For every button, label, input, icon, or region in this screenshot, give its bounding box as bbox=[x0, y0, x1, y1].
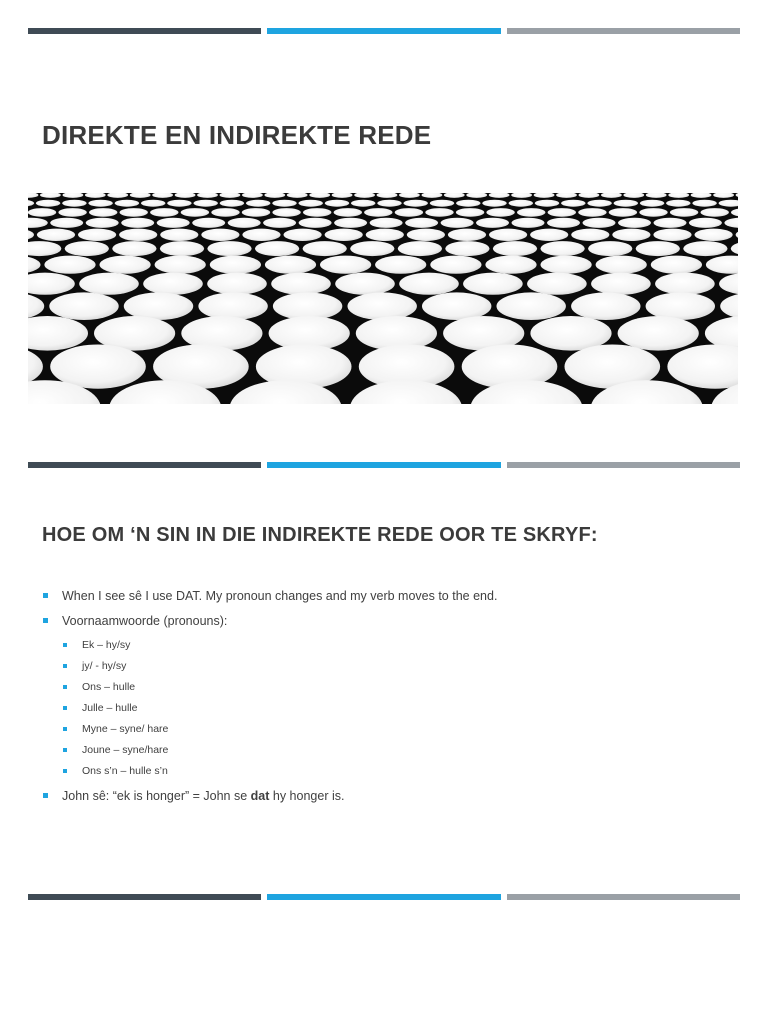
disc-shape bbox=[636, 241, 680, 256]
sub-bullet-item bbox=[62, 765, 722, 778]
sub-bullet-text: Myne – syne/ hare bbox=[82, 723, 169, 735]
disc-shape bbox=[348, 292, 417, 320]
disc-shape bbox=[272, 200, 296, 207]
disc-shape bbox=[398, 241, 442, 256]
disc-shape bbox=[88, 200, 112, 207]
rule-segment-gray bbox=[507, 462, 740, 468]
disc-shape bbox=[448, 229, 486, 241]
disc-shape bbox=[160, 229, 198, 241]
disc-shape bbox=[689, 218, 722, 228]
disc-shape bbox=[489, 229, 527, 241]
disc-shape bbox=[493, 241, 537, 256]
bullet-square-icon bbox=[63, 643, 67, 647]
disc-shape bbox=[124, 292, 193, 320]
disc-shape bbox=[263, 218, 296, 228]
disc-shape bbox=[181, 208, 209, 217]
disc-shape bbox=[255, 241, 299, 256]
hero-image bbox=[28, 193, 738, 404]
disc-shape bbox=[299, 218, 332, 228]
disc-shape bbox=[441, 218, 474, 228]
slide-title: DIREKTE EN INDIREKTE REDE bbox=[42, 120, 432, 150]
rule-segment-gray bbox=[507, 28, 740, 34]
rule-segment-blue bbox=[267, 462, 500, 468]
disc-shape bbox=[100, 256, 151, 274]
disc-shape bbox=[157, 218, 190, 228]
disc-shape bbox=[65, 241, 109, 256]
sub-bullet-text: Ons – hulle bbox=[82, 681, 136, 693]
disc-shape bbox=[375, 256, 426, 274]
disc-shape bbox=[210, 256, 261, 274]
disc-shape bbox=[618, 316, 699, 351]
bullet-text: Voornaamwoorde (pronouns): bbox=[62, 614, 228, 628]
disc-shape bbox=[120, 208, 148, 217]
disc-shape bbox=[509, 200, 533, 207]
disc-shape bbox=[242, 229, 280, 241]
bullet-square-icon bbox=[63, 664, 67, 668]
disc-shape bbox=[366, 229, 404, 241]
disc-shape bbox=[456, 200, 480, 207]
disc-shape bbox=[246, 200, 270, 207]
bullet-text-emphasis: dat bbox=[250, 789, 270, 803]
rule-segment-gray bbox=[507, 894, 740, 900]
bullet-text: When I see sê I use DAT. My pronoun changes and my verb moves to the end. bbox=[62, 589, 498, 603]
disc-shape bbox=[692, 200, 716, 207]
disc-shape bbox=[265, 256, 316, 274]
disc-shape bbox=[609, 208, 637, 217]
disc-shape bbox=[370, 218, 403, 228]
disc-shape bbox=[666, 200, 690, 207]
disc-shape bbox=[44, 256, 95, 274]
disc-shape bbox=[547, 218, 580, 228]
disc-shape bbox=[654, 218, 687, 228]
disc-shape bbox=[405, 218, 438, 228]
disc-shape bbox=[404, 200, 428, 207]
disc-shape bbox=[583, 218, 616, 228]
rule-segment-blue bbox=[267, 894, 500, 900]
sub-bullet-item bbox=[62, 681, 722, 694]
bullet-square-icon bbox=[63, 685, 67, 689]
bullet-square-icon bbox=[63, 727, 67, 731]
disc-shape bbox=[422, 292, 491, 320]
disc-shape bbox=[456, 208, 484, 217]
sub-bullet-text: jy/ - hy/sy bbox=[82, 660, 127, 672]
bullet-square-icon bbox=[63, 748, 67, 752]
disc-shape bbox=[192, 218, 225, 228]
disc-shape bbox=[445, 241, 489, 256]
disc-shape bbox=[78, 229, 116, 241]
disc-shape bbox=[541, 241, 585, 256]
disc-shape bbox=[561, 200, 585, 207]
disc-shape bbox=[207, 273, 267, 295]
disc-shape bbox=[194, 200, 218, 207]
disc-shape bbox=[325, 200, 349, 207]
disc-shape bbox=[541, 256, 592, 274]
disc-shape bbox=[695, 229, 733, 241]
disc-shape bbox=[112, 241, 156, 256]
disc-shape bbox=[121, 218, 154, 228]
disc-shape bbox=[578, 208, 606, 217]
disc-shape bbox=[463, 273, 523, 295]
disc-shape bbox=[535, 200, 559, 207]
sub-bullet-text: Ek – hy/sy bbox=[82, 639, 131, 651]
disc-shape bbox=[430, 256, 481, 274]
bullet-item bbox=[42, 613, 722, 629]
section-title: HOE OM ‘N SIN IN DIE INDIREKTE REDE OOR TE SKRYF: bbox=[42, 524, 598, 546]
disc-shape bbox=[618, 218, 651, 228]
disc-shape bbox=[655, 273, 715, 295]
disc-shape bbox=[596, 256, 647, 274]
rule-segment-blue bbox=[267, 28, 500, 34]
disc-shape bbox=[28, 208, 56, 217]
disc-shape bbox=[591, 273, 651, 295]
disc-shape bbox=[150, 208, 178, 217]
disc-shape bbox=[351, 200, 375, 207]
disc-shape bbox=[614, 200, 638, 207]
disc-shape bbox=[86, 218, 119, 228]
section-divider-rule bbox=[28, 462, 740, 468]
disc-shape bbox=[320, 256, 371, 274]
sub-bullet-text: Julle – hulle bbox=[82, 702, 138, 714]
sub-bullet-item bbox=[62, 639, 722, 652]
disc-shape bbox=[639, 208, 667, 217]
disc-shape bbox=[207, 241, 251, 256]
disc-shape bbox=[141, 200, 165, 207]
disc-shape bbox=[571, 292, 640, 320]
sub-bullet-item bbox=[62, 702, 722, 715]
disc-shape bbox=[155, 256, 206, 274]
bullet-square-icon bbox=[63, 769, 67, 773]
disc-shape bbox=[512, 218, 545, 228]
disc-shape bbox=[325, 229, 363, 241]
disc-shape bbox=[640, 200, 664, 207]
disc-shape bbox=[646, 292, 715, 320]
sub-bullet-item bbox=[62, 660, 722, 673]
bullet-list bbox=[42, 588, 722, 813]
disc-shape bbox=[476, 218, 509, 228]
sub-bullet-item bbox=[62, 744, 722, 757]
disc-shape bbox=[485, 256, 536, 274]
disc-shape bbox=[530, 229, 568, 241]
disc-shape bbox=[79, 273, 139, 295]
disc-shape bbox=[284, 229, 322, 241]
disc-shape bbox=[220, 200, 244, 207]
bullet-item bbox=[42, 588, 722, 604]
disc-shape bbox=[651, 256, 702, 274]
disc-shape bbox=[571, 229, 609, 241]
sub-bullet-item bbox=[62, 723, 722, 736]
disc-shape bbox=[115, 200, 139, 207]
disc-shape bbox=[242, 208, 270, 217]
disc-shape bbox=[548, 208, 576, 217]
disc-shape bbox=[334, 218, 367, 228]
disc-shape bbox=[683, 241, 727, 256]
disc-shape bbox=[430, 200, 454, 207]
disc-shape bbox=[62, 200, 86, 207]
bullet-text-part: John sê: “ek is honger” = John se bbox=[62, 789, 251, 803]
rule-segment-dark bbox=[28, 462, 261, 468]
disc-shape bbox=[37, 229, 75, 241]
disc-shape bbox=[527, 273, 587, 295]
sub-bullet-text: Joune – syne/hare bbox=[82, 744, 169, 756]
disc-shape bbox=[482, 200, 506, 207]
disc-shape bbox=[89, 208, 117, 217]
disc-shape bbox=[377, 200, 401, 207]
disc-shape bbox=[399, 273, 459, 295]
disc-shape bbox=[49, 292, 118, 320]
disc-shape bbox=[517, 208, 545, 217]
disc-shape bbox=[271, 273, 331, 295]
bullet-item bbox=[42, 788, 722, 804]
rule-segment-dark bbox=[28, 894, 261, 900]
disc-shape bbox=[587, 200, 611, 207]
disc-shape bbox=[228, 218, 261, 228]
disc-shape bbox=[272, 208, 300, 217]
disc-shape bbox=[350, 241, 394, 256]
disc-shape bbox=[335, 273, 395, 295]
disc-shape bbox=[407, 229, 445, 241]
rule-segment-dark bbox=[28, 28, 261, 34]
disc-shape bbox=[36, 200, 60, 207]
bullet-square-icon bbox=[43, 593, 48, 598]
disc-shape bbox=[160, 241, 204, 256]
disc-shape bbox=[612, 229, 650, 241]
disc-pattern-image bbox=[28, 193, 738, 404]
bullet-square-icon bbox=[63, 706, 67, 710]
disc-shape bbox=[211, 208, 239, 217]
disc-shape bbox=[334, 208, 362, 217]
disc-shape bbox=[425, 208, 453, 217]
bullet-square-icon bbox=[43, 793, 48, 798]
disc-shape bbox=[653, 229, 691, 241]
disc-shape bbox=[303, 241, 347, 256]
bullet-text-part: hy honger is. bbox=[269, 789, 345, 803]
disc-shape bbox=[395, 208, 423, 217]
disc-shape bbox=[497, 292, 566, 320]
disc-shape bbox=[119, 229, 157, 241]
disc-shape bbox=[486, 208, 514, 217]
disc-shape bbox=[50, 218, 83, 228]
disc-shape bbox=[364, 208, 392, 217]
disc-shape bbox=[299, 200, 323, 207]
top-accent-rule bbox=[28, 28, 740, 34]
disc-shape bbox=[273, 292, 342, 320]
disc-shape bbox=[201, 229, 239, 241]
disc-shape bbox=[167, 200, 191, 207]
sub-bullet-text: Ons s’n – hulle s’n bbox=[82, 765, 168, 777]
disc-shape bbox=[701, 208, 729, 217]
bottom-accent-rule bbox=[28, 894, 740, 900]
disc-shape bbox=[58, 208, 86, 217]
bullet-square-icon bbox=[43, 618, 48, 623]
disc-shape bbox=[588, 241, 632, 256]
disc-shape bbox=[670, 208, 698, 217]
disc-shape bbox=[143, 273, 203, 295]
disc-shape bbox=[303, 208, 331, 217]
disc-shape bbox=[198, 292, 267, 320]
